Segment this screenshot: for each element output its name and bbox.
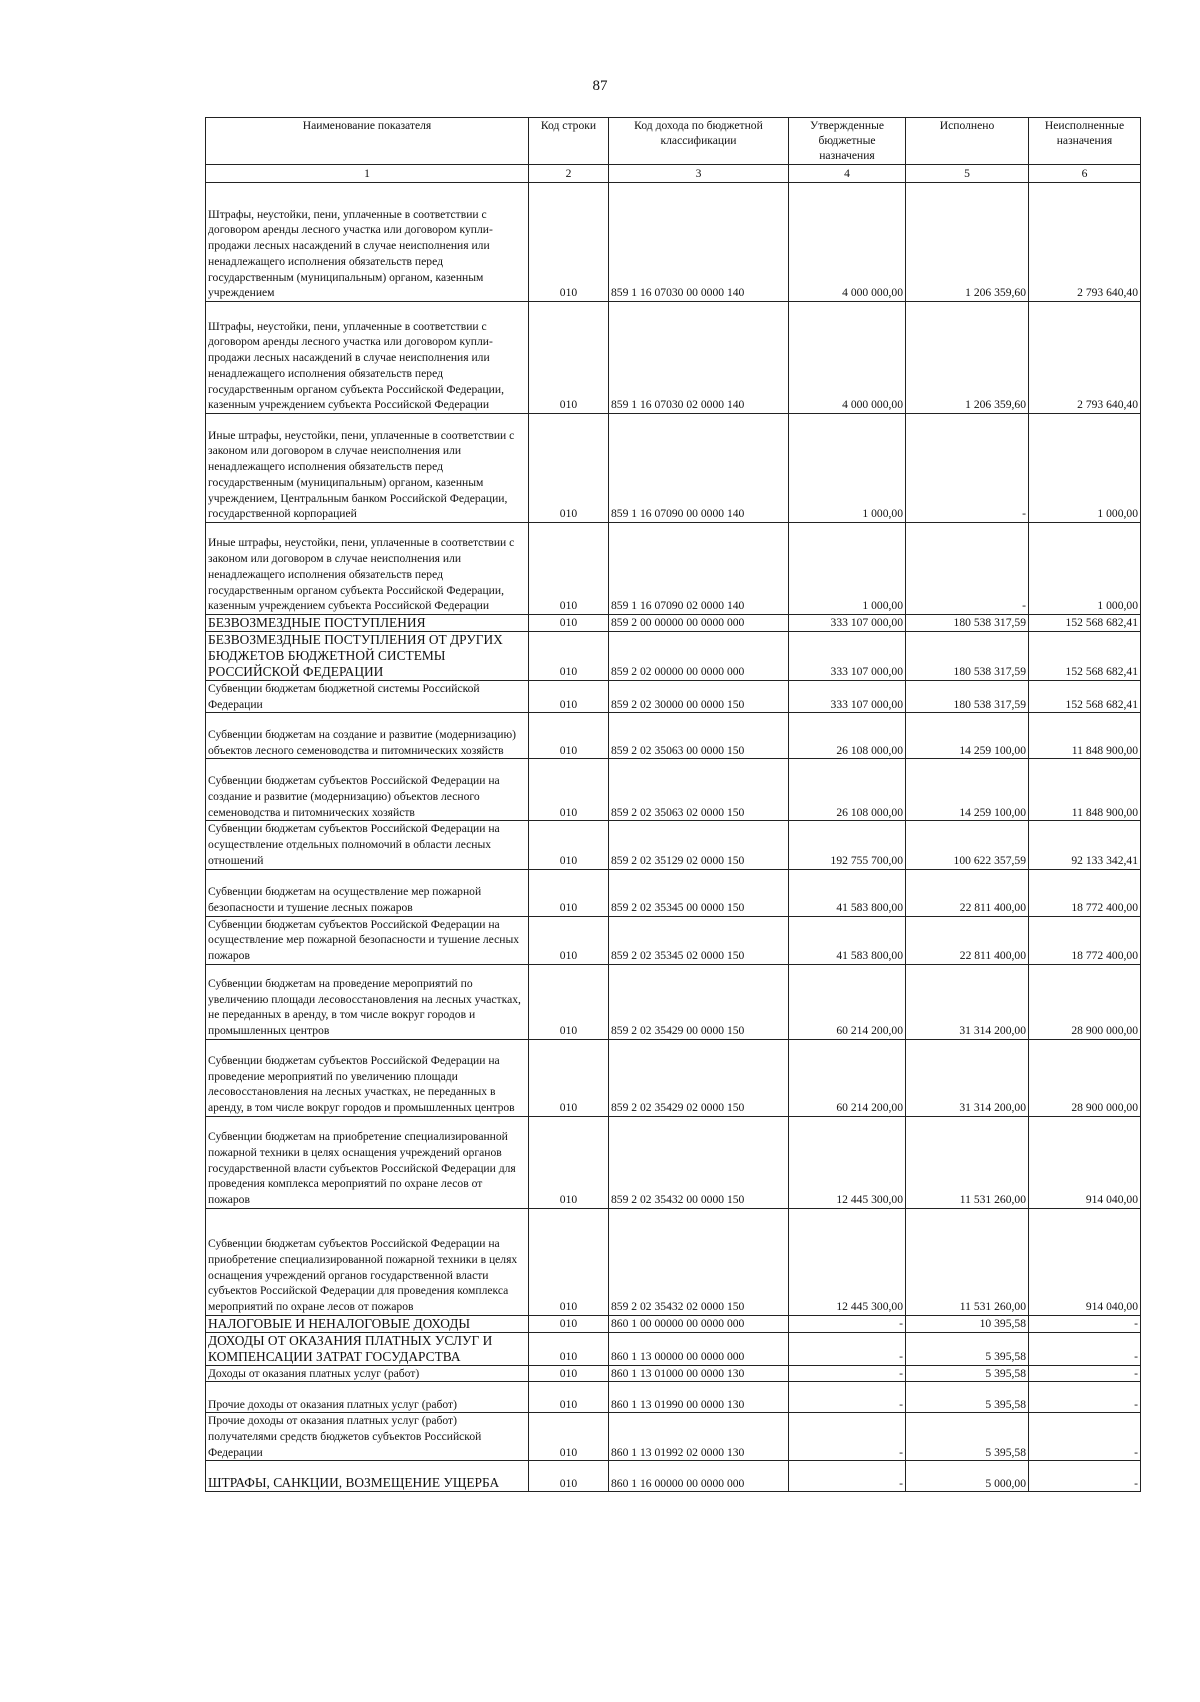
row-income-code: 859 2 02 35129 02 0000 150	[609, 821, 789, 869]
row-executed: 1 206 359,60	[906, 183, 1029, 302]
row-approved: -	[789, 1365, 906, 1382]
row-executed: 5 395,58	[906, 1382, 1029, 1413]
row-income-code: 859 1 16 07030 02 0000 140	[609, 302, 789, 414]
row-name: Субвенции бюджетам субъектов Российской Федерации на создание и развитие (модернизацию) объектов лесного семеноводства и питомнических хозяйств	[206, 759, 529, 821]
row-line-code: 010	[529, 1116, 609, 1208]
row-line-code: 010	[529, 615, 609, 632]
row-executed: 180 538 317,59	[906, 681, 1029, 713]
row-name: Доходы от оказания платных услуг (работ)	[206, 1365, 529, 1382]
row-income-code: 860 1 13 01990 00 0000 130	[609, 1382, 789, 1413]
row-line-code: 010	[529, 916, 609, 964]
row-unexecuted: -	[1029, 1382, 1141, 1413]
table-row	[206, 1315, 1141, 1332]
header-line-code: Код строки	[529, 118, 609, 165]
table-row	[206, 869, 1141, 916]
row-unexecuted: 914 040,00	[1029, 1116, 1141, 1208]
row-unexecuted: -	[1029, 1413, 1141, 1461]
row-name: Субвенции бюджетам субъектов Российской Федерации на осуществление мер пожарной безопасности и тушение лесных пожаров	[206, 916, 529, 964]
row-name: Субвенции бюджетам субъектов Российской Федерации на осуществление отдельных полномочий в области лесных отношений	[206, 821, 529, 869]
row-executed: 14 259 100,00	[906, 713, 1029, 759]
page-number: 87	[592, 78, 608, 94]
row-line-code: 010	[529, 1039, 609, 1116]
header-income-code: Код дохода по бюджетной классификации	[609, 118, 789, 165]
row-executed: 180 538 317,59	[906, 615, 1029, 632]
row-income-code: 859 2 02 00000 00 0000 000	[609, 632, 789, 681]
row-approved: 1 000,00	[789, 523, 906, 615]
column-number: 3	[609, 165, 789, 183]
row-executed: 1 206 359,60	[906, 302, 1029, 414]
table-row	[206, 523, 1141, 615]
row-line-code: 010	[529, 1413, 609, 1461]
row-unexecuted: 92 133 342,41	[1029, 821, 1141, 869]
row-income-code: 859 2 02 35429 00 0000 150	[609, 964, 789, 1039]
header-approved: Утвержденные бюджетные назначения	[789, 118, 906, 165]
row-unexecuted: -	[1029, 1332, 1141, 1365]
row-name: Прочие доходы от оказания платных услуг (работ)	[206, 1382, 529, 1413]
row-executed: 11 531 260,00	[906, 1208, 1029, 1315]
row-line-code: 010	[529, 523, 609, 615]
row-name: Субвенции бюджетам на проведение мероприятий по увеличению площади лесовосстановления на лесных участках, не переданных в аренду, в том числе вокруг городов и промышленных центров	[206, 964, 529, 1039]
row-unexecuted: 914 040,00	[1029, 1208, 1141, 1315]
row-unexecuted: 1 000,00	[1029, 414, 1141, 523]
row-approved: 333 107 000,00	[789, 632, 906, 681]
row-income-code: 859 2 02 35063 02 0000 150	[609, 759, 789, 821]
table-row	[206, 1382, 1141, 1413]
header-executed: Исполнено	[906, 118, 1029, 165]
row-name: НАЛОГОВЫЕ И НЕНАЛОГОВЫЕ ДОХОДЫ	[206, 1315, 529, 1332]
row-unexecuted: -	[1029, 1315, 1141, 1332]
table-row	[206, 183, 1141, 302]
row-unexecuted: 2 793 640,40	[1029, 183, 1141, 302]
row-approved: 60 214 200,00	[789, 964, 906, 1039]
row-approved: 4 000 000,00	[789, 302, 906, 414]
row-line-code: 010	[529, 1208, 609, 1315]
row-line-code: 010	[529, 713, 609, 759]
row-unexecuted: 152 568 682,41	[1029, 681, 1141, 713]
row-executed: -	[906, 414, 1029, 523]
row-name: Прочие доходы от оказания платных услуг (работ) получателями средств бюджетов субъектов Российской Федерации	[206, 1413, 529, 1461]
table-row	[206, 1039, 1141, 1116]
row-approved: -	[789, 1382, 906, 1413]
row-name: Субвенции бюджетам на приобретение специализированной пожарной техники в целях оснащения учреждений органов государственной власти субъектов Российской Федерации для проведения комплекса мероприятий по охране лесов от пожаров	[206, 1116, 529, 1208]
row-executed: 10 395,58	[906, 1315, 1029, 1332]
row-income-code: 860 1 13 01992 02 0000 130	[609, 1413, 789, 1461]
row-executed: 5 395,58	[906, 1413, 1029, 1461]
row-income-code: 859 2 02 35345 02 0000 150	[609, 916, 789, 964]
table-row	[206, 713, 1141, 759]
row-name: Штрафы, неустойки, пени, уплаченные в соответствии с договором аренды лесного участка или договором купли-продажи лесных насаждений в случае неисполнения или ненадлежащего исполнения обязательств перед государственным органом субъекта Российской Федерации, казенным учреждением субъекта Российской Федерации	[206, 302, 529, 414]
row-executed: 100 622 357,59	[906, 821, 1029, 869]
row-income-code: 859 1 16 07030 00 0000 140	[609, 183, 789, 302]
row-name: ДОХОДЫ ОТ ОКАЗАНИЯ ПЛАТНЫХ УСЛУГ И КОМПЕНСАЦИИ ЗАТРАТ ГОСУДАРСТВА	[206, 1332, 529, 1365]
row-line-code: 010	[529, 1461, 609, 1492]
table-row	[206, 414, 1141, 523]
row-executed: 22 811 400,00	[906, 869, 1029, 916]
row-income-code: 859 2 02 35432 00 0000 150	[609, 1116, 789, 1208]
table-row	[206, 632, 1141, 681]
row-unexecuted: 152 568 682,41	[1029, 615, 1141, 632]
row-unexecuted: 11 848 900,00	[1029, 713, 1141, 759]
row-line-code: 010	[529, 302, 609, 414]
row-approved: 41 583 800,00	[789, 869, 906, 916]
row-name: Субвенции бюджетам субъектов Российской Федерации на проведение мероприятий по увеличению площади лесовосстановления на лесных участках, не переданных в аренду, в том числе вокруг городов и промышленных центров	[206, 1039, 529, 1116]
row-approved: 41 583 800,00	[789, 916, 906, 964]
header-unexecuted: Неисполненные назначения	[1029, 118, 1141, 165]
table-body	[206, 183, 1141, 1492]
row-executed: 14 259 100,00	[906, 759, 1029, 821]
row-line-code: 010	[529, 632, 609, 681]
row-line-code: 010	[529, 821, 609, 869]
column-numbers-row	[206, 165, 1141, 183]
row-line-code: 010	[529, 869, 609, 916]
row-name: БЕЗВОЗМЕЗДНЫЕ ПОСТУПЛЕНИЯ ОТ ДРУГИХ БЮДЖЕТОВ БЮДЖЕТНОЙ СИСТЕМЫ РОССИЙСКОЙ ФЕДЕРАЦИИ	[206, 632, 529, 681]
row-unexecuted: 152 568 682,41	[1029, 632, 1141, 681]
table-row	[206, 681, 1141, 713]
row-name: Субвенции бюджетам бюджетной системы Российской Федерации	[206, 681, 529, 713]
header-name: Наименование показателя	[206, 118, 529, 165]
table-row	[206, 1208, 1141, 1315]
row-income-code: 859 2 02 35063 00 0000 150	[609, 713, 789, 759]
table-row	[206, 302, 1141, 414]
row-executed: 180 538 317,59	[906, 632, 1029, 681]
row-approved: 333 107 000,00	[789, 615, 906, 632]
table-row	[206, 1116, 1141, 1208]
row-income-code: 860 1 13 00000 00 0000 000	[609, 1332, 789, 1365]
income-table	[205, 117, 1141, 1492]
column-number: 6	[1029, 165, 1141, 183]
row-unexecuted: 11 848 900,00	[1029, 759, 1141, 821]
row-line-code: 010	[529, 414, 609, 523]
row-unexecuted: 18 772 400,00	[1029, 916, 1141, 964]
row-approved: 4 000 000,00	[789, 183, 906, 302]
row-executed: 11 531 260,00	[906, 1116, 1029, 1208]
row-unexecuted: 28 900 000,00	[1029, 964, 1141, 1039]
row-income-code: 859 2 02 35429 02 0000 150	[609, 1039, 789, 1116]
row-executed: 31 314 200,00	[906, 964, 1029, 1039]
table-row	[206, 1413, 1141, 1461]
table-row	[206, 916, 1141, 964]
row-executed: 5 395,58	[906, 1365, 1029, 1382]
row-name: Иные штрафы, неустойки, пени, уплаченные в соответствии с законом или договором в случае неисполнения или ненадлежащего исполнения обязательств перед государственным (муниципальным) органом, казенным учреждением, Центральным банком Российской Федерации, государственной корпорацией	[206, 414, 529, 523]
row-income-code: 859 1 16 07090 00 0000 140	[609, 414, 789, 523]
row-approved: 12 445 300,00	[789, 1116, 906, 1208]
row-approved: 12 445 300,00	[789, 1208, 906, 1315]
column-number: 2	[529, 165, 609, 183]
row-name: Субвенции бюджетам на создание и развитие (модернизацию) объектов лесного семеноводства и питомнических хозяйств	[206, 713, 529, 759]
row-approved: 60 214 200,00	[789, 1039, 906, 1116]
row-approved: 333 107 000,00	[789, 681, 906, 713]
table-row	[206, 1332, 1141, 1365]
table-row	[206, 759, 1141, 821]
row-name: БЕЗВОЗМЕЗДНЫЕ ПОСТУПЛЕНИЯ	[206, 615, 529, 632]
row-line-code: 010	[529, 759, 609, 821]
header-row	[206, 118, 1141, 165]
table-row	[206, 964, 1141, 1039]
row-approved: 1 000,00	[789, 414, 906, 523]
row-approved: -	[789, 1315, 906, 1332]
row-unexecuted: 1 000,00	[1029, 523, 1141, 615]
row-name: Иные штрафы, неустойки, пени, уплаченные в соответствии с законом или договором в случае неисполнения или ненадлежащего исполнения обязательств перед государственным органом субъекта Российской Федерации, казенным учреждением субъекта Российской Федерации	[206, 523, 529, 615]
row-executed: 5 395,58	[906, 1332, 1029, 1365]
row-income-code: 859 2 02 35345 00 0000 150	[609, 869, 789, 916]
row-line-code: 010	[529, 681, 609, 713]
row-line-code: 010	[529, 1365, 609, 1382]
row-unexecuted: 18 772 400,00	[1029, 869, 1141, 916]
row-income-code: 859 2 00 00000 00 0000 000	[609, 615, 789, 632]
row-executed: 5 000,00	[906, 1461, 1029, 1492]
row-approved: -	[789, 1413, 906, 1461]
row-approved: -	[789, 1332, 906, 1365]
column-number: 1	[206, 165, 529, 183]
row-approved: -	[789, 1461, 906, 1492]
table-row	[206, 615, 1141, 632]
row-approved: 26 108 000,00	[789, 759, 906, 821]
row-unexecuted: 28 900 000,00	[1029, 1039, 1141, 1116]
row-executed: -	[906, 523, 1029, 615]
row-unexecuted: 2 793 640,40	[1029, 302, 1141, 414]
row-line-code: 010	[529, 1382, 609, 1413]
row-line-code: 010	[529, 1332, 609, 1365]
row-unexecuted: -	[1029, 1365, 1141, 1382]
row-income-code: 859 2 02 35432 02 0000 150	[609, 1208, 789, 1315]
table-row	[206, 821, 1141, 869]
row-income-code: 859 1 16 07090 02 0000 140	[609, 523, 789, 615]
column-number: 5	[906, 165, 1029, 183]
row-name: ШТРАФЫ, САНКЦИИ, ВОЗМЕЩЕНИЕ УЩЕРБА	[206, 1461, 529, 1492]
row-name: Субвенции бюджетам субъектов Российской Федерации на приобретение специализированной пожарной техники в целях оснащения учреждений органов государственной власти субъектов Российской Федерации для проведения комплекса мероприятий по охране лесов от пожаров	[206, 1208, 529, 1315]
row-approved: 26 108 000,00	[789, 713, 906, 759]
row-line-code: 010	[529, 1315, 609, 1332]
row-name: Субвенции бюджетам на осуществление мер пожарной безопасности и тушение лесных пожаров	[206, 869, 529, 916]
row-executed: 22 811 400,00	[906, 916, 1029, 964]
row-approved: 192 755 700,00	[789, 821, 906, 869]
row-income-code: 860 1 13 01000 00 0000 130	[609, 1365, 789, 1382]
row-income-code: 860 1 00 00000 00 0000 000	[609, 1315, 789, 1332]
row-unexecuted: -	[1029, 1461, 1141, 1492]
row-line-code: 010	[529, 964, 609, 1039]
row-executed: 31 314 200,00	[906, 1039, 1029, 1116]
table-row	[206, 1365, 1141, 1382]
column-number: 4	[789, 165, 906, 183]
row-name: Штрафы, неустойки, пени, уплаченные в соответствии с договором аренды лесного участка или договором купли-продажи лесных насаждений в случае неисполнения или ненадлежащего исполнения обязательств перед государственным (муниципальным) органом, казенным учреждением	[206, 183, 529, 302]
table-row	[206, 1461, 1141, 1492]
row-income-code: 859 2 02 30000 00 0000 150	[609, 681, 789, 713]
row-line-code: 010	[529, 183, 609, 302]
row-income-code: 860 1 16 00000 00 0000 000	[609, 1461, 789, 1492]
